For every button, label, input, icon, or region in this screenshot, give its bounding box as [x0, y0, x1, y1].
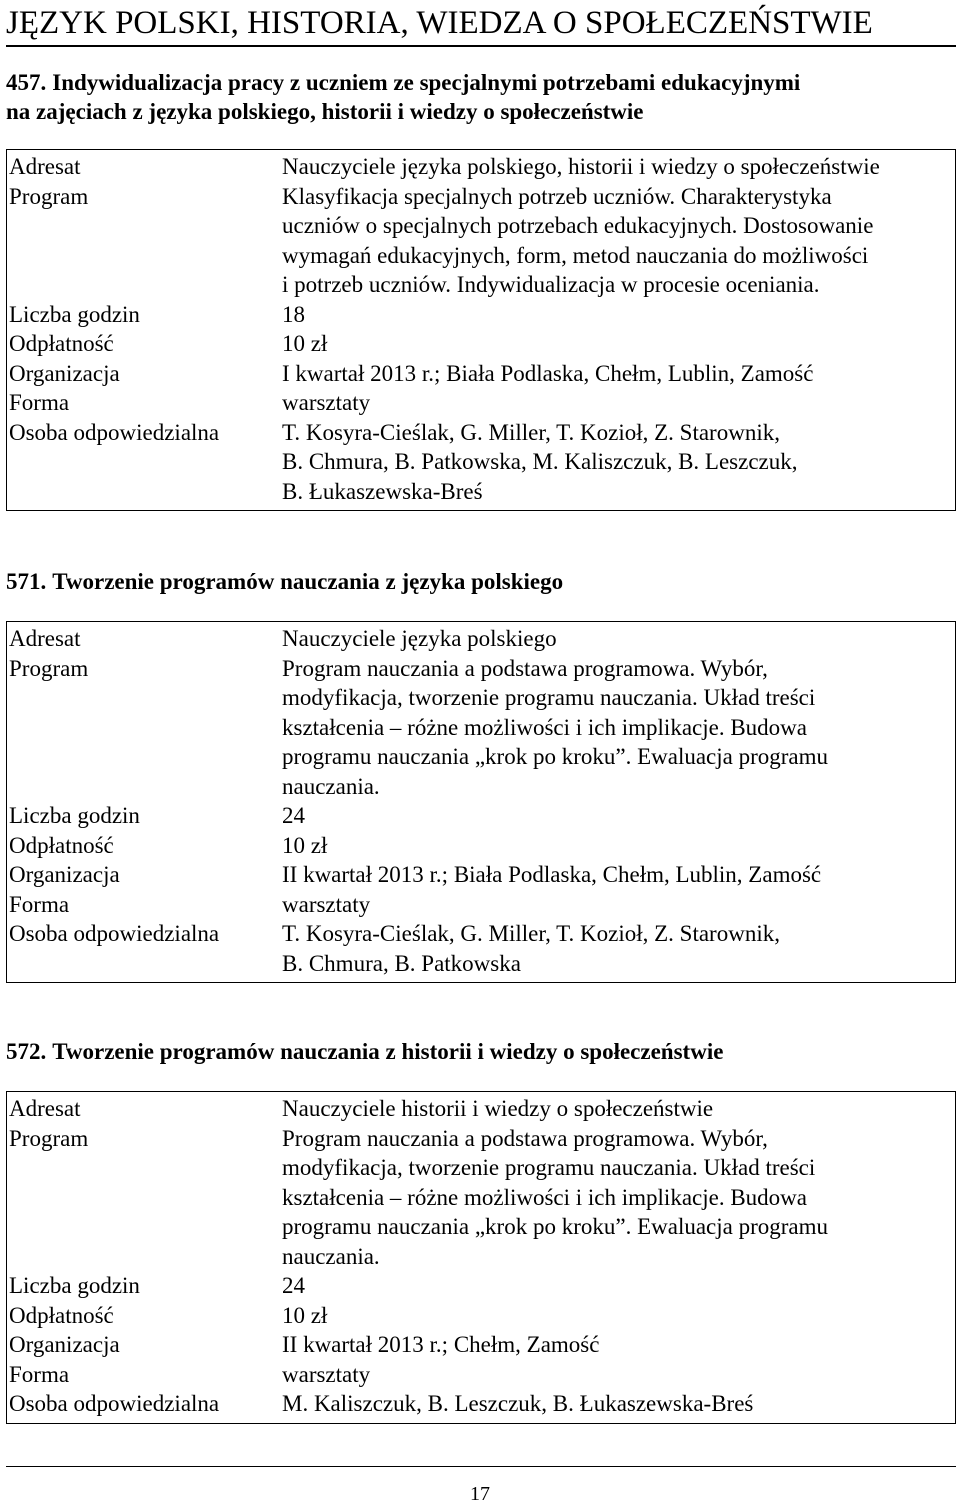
- row-program: [9, 654, 947, 802]
- row-organizacja: [9, 1330, 947, 1360]
- program-line: Klasyfikacja specjalnych potrzeb uczniów. Charakterystyka: [282, 183, 832, 209]
- label-osoba-odpowiedzialna: Osoba odpowiedzialna: [9, 921, 220, 946]
- osoba-line: B. Łukaszewska-Breś: [282, 478, 483, 504]
- label-organizacja: Organizacja: [9, 360, 120, 386]
- course-title-line: [6, 567, 956, 596]
- row-osoba-odpowiedzialna: [9, 919, 947, 978]
- row-osoba-odpowiedzialna: [9, 418, 947, 507]
- program-line: wymagań edukacyjnych, form, metod nauczania do możliwości: [282, 242, 869, 268]
- program-line: modyfikacja, tworzenie programu nauczania. Układ treści: [282, 685, 816, 710]
- value-odplatnosc: 10 zł: [282, 832, 328, 858]
- osoba-line: B. Chmura, B. Patkowska: [282, 950, 521, 976]
- course-number: 457.: [6, 70, 47, 95]
- program-line: Program nauczania a podstawa programowa. Wybór,: [282, 655, 768, 681]
- value-osoba-odpowiedzialna: [282, 1389, 947, 1419]
- row-adresat: [9, 624, 947, 654]
- value-adresat: Nauczyciele języka polskiego: [282, 626, 557, 651]
- course-number: 571.: [6, 569, 47, 594]
- program-line: programu nauczania „krok po kroku”. Ewaluacja programu: [282, 1214, 829, 1239]
- value-organizacja: II kwartał 2013 r.; Biała Podlaska, Chełm, Lublin, Zamość: [282, 862, 822, 887]
- course-title-text: Indywidualizacja pracy z uczniem ze specjalnymi potrzebami edukacyjnymi: [52, 70, 801, 95]
- program-line: nauczania.: [282, 773, 380, 799]
- row-organizacja: [9, 860, 947, 890]
- label-program: Program: [9, 183, 89, 209]
- course-title-line: [6, 68, 956, 97]
- value-odplatnosc: 10 zł: [282, 1302, 328, 1328]
- value-forma: warsztaty: [282, 1361, 371, 1387]
- row-liczba-godzin: [9, 801, 947, 831]
- course-title: [6, 68, 956, 126]
- value-adresat: Nauczyciele języka polskiego, historii i wiedzy o społeczeństwie: [282, 154, 880, 179]
- course-title: [6, 567, 956, 596]
- course-title-line: na zajęciach z języka polskiego, historii i wiedzy o społeczeństwie: [6, 99, 644, 124]
- course-title-line: [6, 1037, 956, 1066]
- value-forma: warsztaty: [282, 891, 371, 917]
- row-organizacja: [9, 359, 947, 389]
- label-organizacja: Organizacja: [9, 1332, 120, 1357]
- label-liczba-godzin: Liczba godzin: [9, 1273, 140, 1298]
- label-forma: Forma: [9, 390, 70, 415]
- row-forma: [9, 388, 947, 418]
- label-odplatnosc: Odpłatność: [9, 331, 114, 356]
- footer-divider: [6, 1466, 956, 1467]
- value-organizacja: I kwartał 2013 r.; Biała Podlaska, Chełm, Lublin, Zamość: [282, 360, 814, 386]
- row-forma: [9, 1360, 947, 1390]
- program-line: Program nauczania a podstawa programowa. Wybór,: [282, 1125, 768, 1151]
- label-odplatnosc: Odpłatność: [9, 1302, 114, 1328]
- value-liczba-godzin: 24: [282, 803, 305, 828]
- row-adresat: [9, 1094, 947, 1124]
- row-odplatnosc: [9, 1301, 947, 1331]
- program-line: i potrzeb uczniów. Indywidualizacja w procesie oceniania.: [282, 272, 820, 297]
- label-organizacja: Organizacja: [9, 862, 120, 887]
- label-adresat: Adresat: [9, 154, 81, 179]
- course-number: 572.: [6, 1039, 47, 1064]
- row-odplatnosc: [9, 329, 947, 359]
- row-program: [9, 182, 947, 300]
- program-line: modyfikacja, tworzenie programu nauczania. Układ treści: [282, 1155, 816, 1180]
- label-forma: Forma: [9, 1361, 70, 1387]
- program-line: uczniów o specjalnych potrzebach edukacyjnych. Dostosowanie: [282, 213, 874, 238]
- row-adresat: [9, 152, 947, 182]
- osoba-line: M. Kaliszczuk, B. Leszczuk, B. Łukaszewska-Breś: [282, 1391, 754, 1416]
- row-program: [9, 1124, 947, 1272]
- program-line: programu nauczania „krok po kroku”. Ewaluacja programu: [282, 744, 829, 769]
- value-liczba-godzin: 24: [282, 1273, 305, 1298]
- program-line: nauczania.: [282, 1243, 380, 1269]
- label-program: Program: [9, 1125, 89, 1151]
- course-title: [6, 1037, 956, 1066]
- value-liczba-godzin: 18: [282, 301, 305, 327]
- label-program: Program: [9, 655, 89, 681]
- row-osoba-odpowiedzialna: [9, 1389, 947, 1419]
- value-odplatnosc: 10 zł: [282, 331, 328, 356]
- osoba-line: B. Chmura, B. Patkowska, M. Kaliszczuk, B. Leszczuk,: [282, 449, 798, 474]
- course-details-box: [6, 149, 956, 511]
- course-details-box: [6, 621, 956, 983]
- page-number: 17: [470, 1483, 490, 1505]
- row-liczba-godzin: [9, 300, 947, 330]
- value-program: [282, 1124, 947, 1272]
- label-liczba-godzin: Liczba godzin: [9, 301, 140, 327]
- course-details-box: [6, 1091, 956, 1424]
- label-osoba-odpowiedzialna: Osoba odpowiedzialna: [9, 419, 220, 445]
- page-heading: JĘZYK POLSKI, HISTORIA, WIEDZA O SPOŁECZEŃSTWIE: [6, 3, 956, 47]
- course-457: [6, 68, 956, 511]
- label-osoba-odpowiedzialna: Osoba odpowiedzialna: [9, 1391, 220, 1416]
- value-forma: warsztaty: [282, 390, 371, 415]
- row-odplatnosc: [9, 831, 947, 861]
- course-572: [6, 1037, 956, 1424]
- course-571: [6, 567, 956, 983]
- osoba-line: T. Kosyra-Cieślak, G. Miller, T. Kozioł, Z. Starownik,: [282, 921, 780, 946]
- label-adresat: Adresat: [9, 1096, 81, 1121]
- value-program: [282, 654, 947, 802]
- value-osoba-odpowiedzialna: [282, 919, 947, 978]
- value-organizacja: II kwartał 2013 r.; Chełm, Zamość: [282, 1332, 600, 1357]
- label-liczba-godzin: Liczba godzin: [9, 803, 140, 828]
- value-osoba-odpowiedzialna: [282, 418, 947, 507]
- row-forma: [9, 890, 947, 920]
- label-adresat: Adresat: [9, 626, 81, 651]
- program-line: kształcenia – różne możliwości i ich implikacje. Budowa: [282, 1184, 808, 1210]
- value-adresat: Nauczyciele historii i wiedzy o społeczeństwie: [282, 1096, 714, 1121]
- value-program: [282, 182, 947, 300]
- program-line: kształcenia – różne możliwości i ich implikacje. Budowa: [282, 714, 808, 740]
- label-odplatnosc: Odpłatność: [9, 832, 114, 858]
- osoba-line: T. Kosyra-Cieślak, G. Miller, T. Kozioł, Z. Starownik,: [282, 419, 780, 445]
- course-title-text: Tworzenie programów nauczania z języka polskiego: [52, 569, 564, 594]
- row-liczba-godzin: [9, 1271, 947, 1301]
- course-title-text: Tworzenie programów nauczania z historii i wiedzy o społeczeństwie: [52, 1039, 724, 1064]
- label-forma: Forma: [9, 891, 70, 917]
